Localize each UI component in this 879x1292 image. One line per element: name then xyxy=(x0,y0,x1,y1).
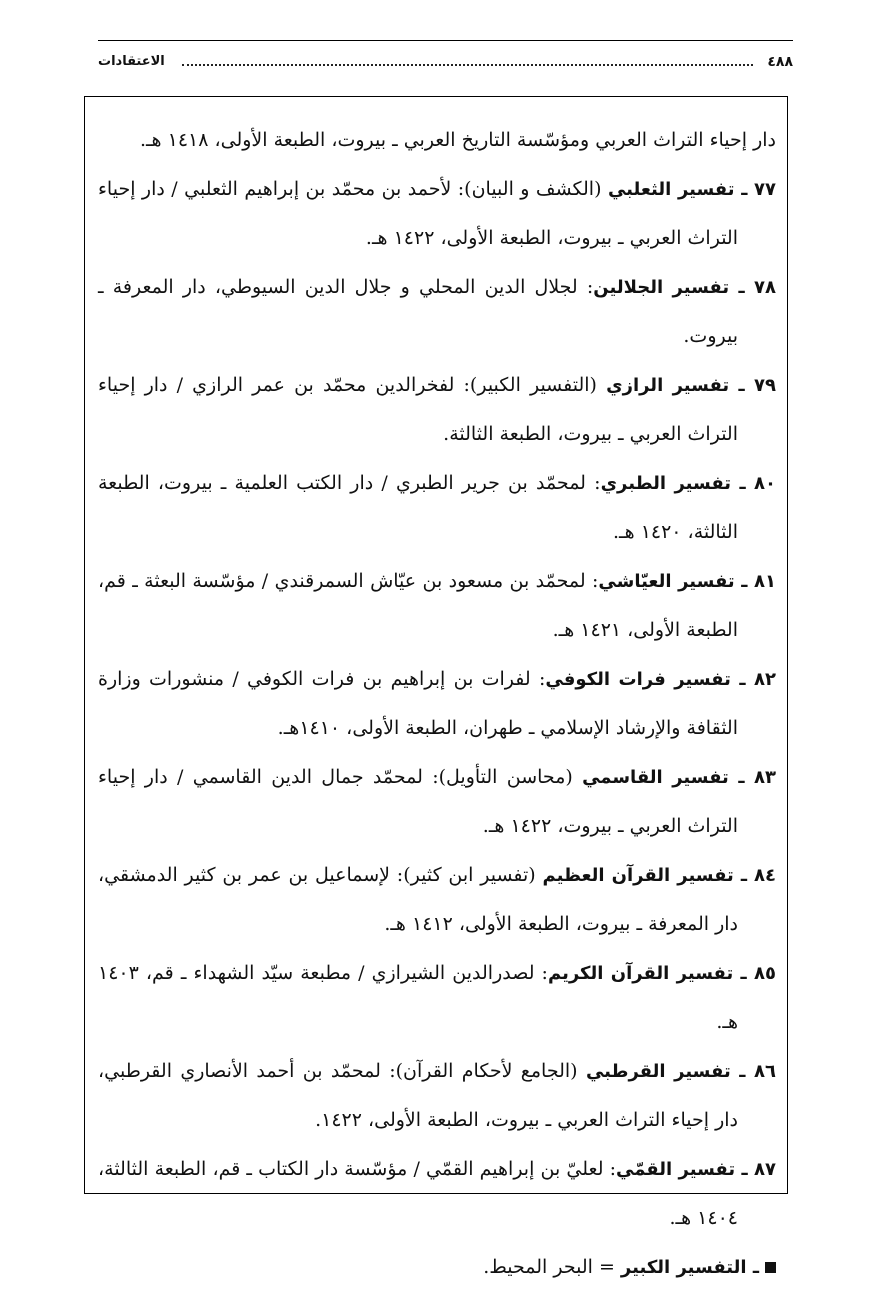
entry-number: ٨٢ ـ xyxy=(731,669,776,690)
header-rule xyxy=(98,40,793,41)
list-item xyxy=(98,655,776,753)
list-item xyxy=(98,165,776,263)
entry-number: ٨٠ ـ xyxy=(731,473,776,494)
list-item xyxy=(98,557,776,655)
entry-number: ٧٩ ـ xyxy=(729,375,776,396)
list-item xyxy=(98,851,776,949)
entry-number: ٧٧ ـ xyxy=(735,179,776,200)
entry-text: : لصدرالدين الشيرازي / مطبعة سيّد الشهداء ـ قم، ١٤٠٣ هـ. xyxy=(98,962,738,1034)
entry-title: تفسير القاسمي xyxy=(582,767,729,788)
entry-title: تفسير الطبري xyxy=(601,473,732,494)
square-bullet-icon xyxy=(765,1262,776,1273)
entry-title: التفسير الكبير xyxy=(621,1257,747,1278)
entry-text: : لفرات بن إبراهيم بن فرات الكوفي / منشورات وزارة الثقافة والإرشاد الإسلامي ـ طهران، الطبعة الأولى، ١٤١٠هـ. xyxy=(98,668,738,740)
entry-text: (الكشف و البيان): لأحمد بن محمّد بن إبراهيم الثعلبي / دار إحياء التراث العربي ـ بيروت، الطبعة الأولى، ١٤٢٢ هـ. xyxy=(98,178,738,250)
entry-number: ٨٦ ـ xyxy=(731,1061,776,1082)
entry-number: ٨٧ ـ xyxy=(735,1159,776,1180)
running-title: الاعتقادات xyxy=(98,54,165,69)
entry-title: تفسير القرطبي xyxy=(586,1061,731,1082)
entry-title: تفسير الثعلبي xyxy=(608,179,735,200)
entry-number: ٨٣ ـ xyxy=(729,767,776,788)
entry-title: تفسير الرازي xyxy=(606,375,729,396)
entry-text: (التفسير الكبير): لفخرالدين محمّد بن عمر الرازي / دار إحياء التراث العربي ـ بيروت، الطبعة الثالثة. xyxy=(98,374,738,446)
list-item xyxy=(98,1145,776,1243)
entry-text: دار إحياء التراث العربي ومؤسّسة التاريخ العربي ـ بيروت، الطبعة الأولى، ١٤١٨ هـ. xyxy=(140,129,776,151)
dotted-leader xyxy=(182,64,753,66)
entry-text: = البحر المحيط. xyxy=(483,1256,621,1278)
entry-text: : لمحمّد بن مسعود بن عيّاش السمرقندي / مؤسّسة البعثة ـ قم، الطبعة الأولى، ١٤٢١ هـ. xyxy=(98,570,738,642)
entry-prefix: ـ xyxy=(747,1257,759,1278)
list-item xyxy=(98,1047,776,1145)
entry-number: ٨٥ ـ xyxy=(733,963,776,984)
bibliography-list xyxy=(98,116,776,1292)
page-header xyxy=(98,52,793,76)
entry-text: (محاسن التأويل): لمحمّد جمال الدين القاسمي / دار إحياء التراث العربي ـ بيروت، ١٤٢٢ هـ. xyxy=(98,766,738,838)
entry-title: تفسير القرآن الكريم xyxy=(548,963,733,984)
entry-text: (تفسير ابن كثير): لإسماعيل بن عمر بن كثير الدمشقي، دار المعرفة ـ بيروت، الطبعة الأولى، ١٤١٢ هـ. xyxy=(98,864,738,936)
list-item xyxy=(98,361,776,459)
list-item xyxy=(98,116,776,165)
entry-number: ٨٤ ـ xyxy=(734,865,776,886)
entry-number: ٧٨ ـ xyxy=(729,277,776,298)
list-item xyxy=(98,263,776,361)
page-number: ٤٨٨ xyxy=(767,54,793,70)
entry-text: : لمحمّد بن جرير الطبري / دار الكتب العلمية ـ بيروت، الطبعة الثالثة، ١٤٢٠ هـ. xyxy=(98,472,738,544)
entry-title: تفسير الجلالين xyxy=(593,277,729,298)
list-item xyxy=(98,459,776,557)
entry-text: : لجلال الدين المحلي و جلال الدين السيوطي، دار المعرفة ـ بيروت. xyxy=(98,276,738,348)
entry-title: تفسير القمّي xyxy=(616,1159,735,1180)
entry-text: (الجامع لأحكام القرآن): لمحمّد بن أحمد الأنصاري القرطبي، دار إحياء التراث العربي ـ بيروت، الطبعة الأولى، ١٤٢٢. xyxy=(98,1060,738,1132)
list-item xyxy=(98,1243,776,1292)
entry-number: ٨١ ـ xyxy=(735,571,776,592)
list-item xyxy=(98,753,776,851)
entry-title: تفسير القرآن العظيم xyxy=(543,865,734,886)
entry-title: تفسير فرات الكوفي xyxy=(545,669,731,690)
list-item xyxy=(98,949,776,1047)
entry-text: : لعليّ بن إبراهيم القمّي / مؤسّسة دار الكتاب ـ قم، الطبعة الثالثة، ١٤٠٤ هـ. xyxy=(98,1158,738,1230)
entry-title: تفسير العيّاشي xyxy=(598,571,734,592)
